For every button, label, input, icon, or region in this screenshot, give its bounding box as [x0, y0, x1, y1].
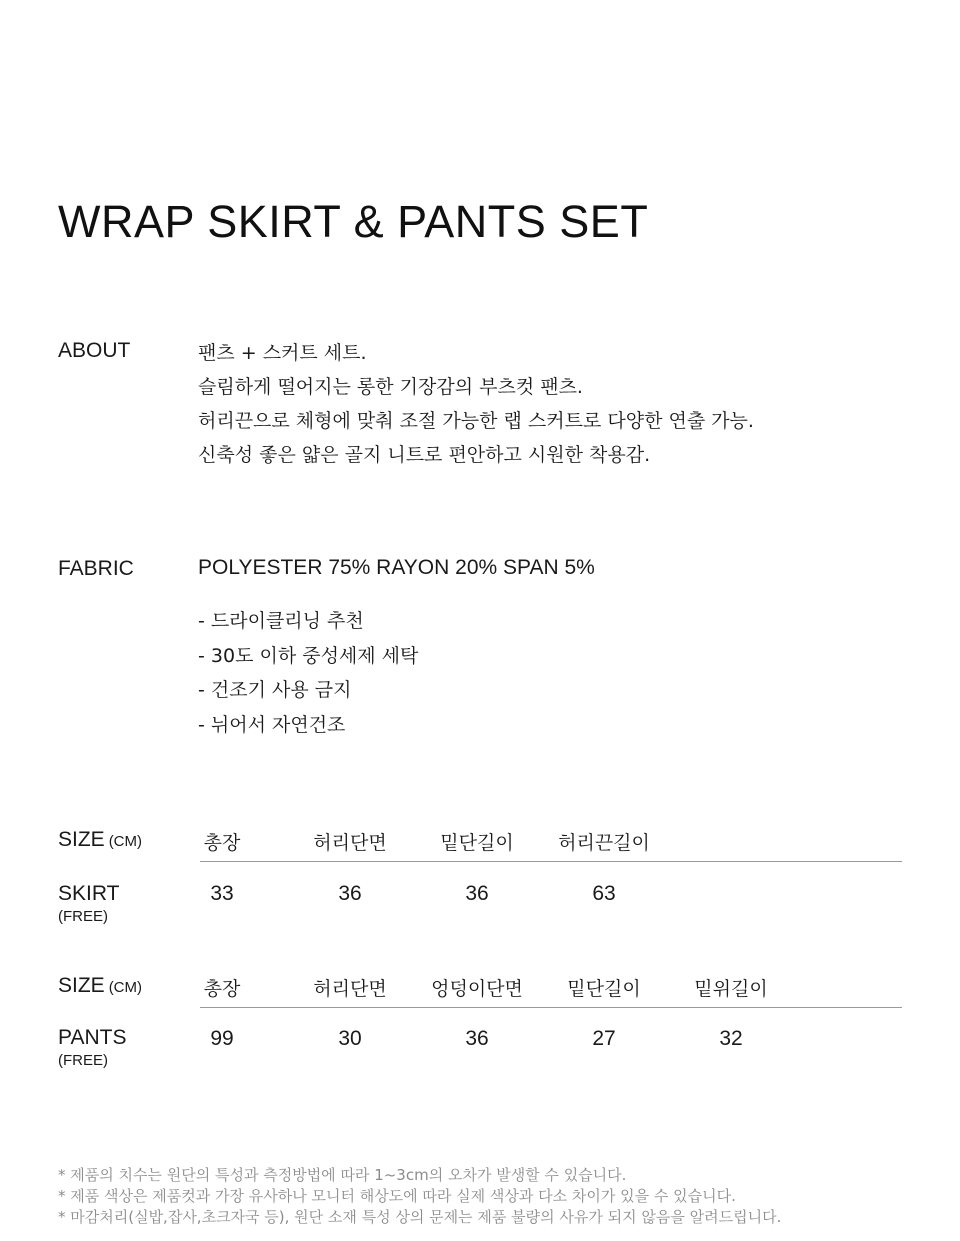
item-name: PANTS: [58, 1026, 127, 1049]
measurement-value: 99: [210, 1027, 234, 1050]
about-description: [198, 336, 754, 472]
measurement-value: 27: [592, 1027, 616, 1050]
about-label: ABOUT: [58, 339, 131, 362]
size-label-text: SIZE: [58, 974, 105, 997]
note-line: * 제품의 치수는 원단의 특성과 측정방법에 따라 1~3cm의 오차가 발생할 수 있습니다.: [58, 1166, 627, 1184]
care-item: - 뉘어서 자연건조: [198, 713, 346, 736]
about-line: 팬츠 + 스커트 세트.: [198, 342, 367, 364]
about-line: 슬림하게 떨어지는 롱한 기장감의 부츠컷 팬츠.: [198, 376, 583, 398]
size-label-text: SIZE: [58, 828, 105, 851]
size-unit: (CM): [108, 833, 143, 850]
table-divider: [200, 1007, 902, 1008]
measurement-value: 33: [210, 882, 234, 905]
size-unit: (CM): [108, 979, 143, 996]
item-size: (FREE): [58, 908, 108, 925]
column-header: 허리단면: [313, 978, 387, 1000]
care-item: - 건조기 사용 금지: [198, 679, 352, 701]
fabric-label: FABRIC: [58, 557, 134, 580]
measurement-value: 36: [465, 882, 489, 905]
measurement-value: 36: [338, 882, 362, 905]
size-label: [58, 974, 142, 998]
column-header: 허리단면: [313, 832, 387, 854]
about-line: 신축성 좋은 얇은 골지 니트로 편안하고 시원한 착용감.: [198, 444, 651, 466]
fabric-composition: POLYESTER 75% RAYON 20% SPAN 5%: [198, 556, 595, 579]
item-name: SKIRT: [58, 882, 120, 905]
column-header: 엉덩이단면: [431, 978, 523, 1000]
item-size: (FREE): [58, 1052, 108, 1069]
column-header: 총장: [203, 978, 241, 1000]
care-instructions: [198, 604, 418, 742]
note-line: * 마감처리(실밥,잡사,초크자국 등), 원단 소재 특성 상의 문제는 제품 불량의 사유가 되지 않음을 알려드립니다.: [58, 1208, 782, 1226]
column-header: 밑단길이: [567, 978, 641, 1000]
disclaimer-notes: [58, 1165, 781, 1228]
measurement-value: 63: [592, 882, 616, 905]
size-label: [58, 828, 142, 852]
column-header: 총장: [203, 832, 241, 854]
note-line: * 제품 색상은 제품컷과 가장 유사하나 모니터 해상도에 따라 실제 색상과 다소 차이가 있을 수 있습니다.: [58, 1187, 736, 1205]
page-title: WRAP SKIRT & PANTS SET: [58, 196, 649, 247]
measurement-value: 32: [719, 1027, 743, 1050]
measurement-value: 30: [338, 1027, 362, 1050]
care-item: - 30도 이하 중성세제 세탁: [198, 644, 419, 667]
measurement-value: 36: [465, 1027, 489, 1050]
column-header: 허리끈길이: [558, 832, 650, 854]
column-header: 밑단길이: [440, 832, 514, 854]
about-line: 허리끈으로 체형에 맞춰 조절 가능한 랩 스커트로 다양한 연출 가능.: [198, 410, 754, 432]
column-header: 밑위길이: [694, 978, 768, 1000]
care-item: - 드라이클리닝 추천: [198, 610, 364, 632]
table-divider: [200, 861, 902, 862]
